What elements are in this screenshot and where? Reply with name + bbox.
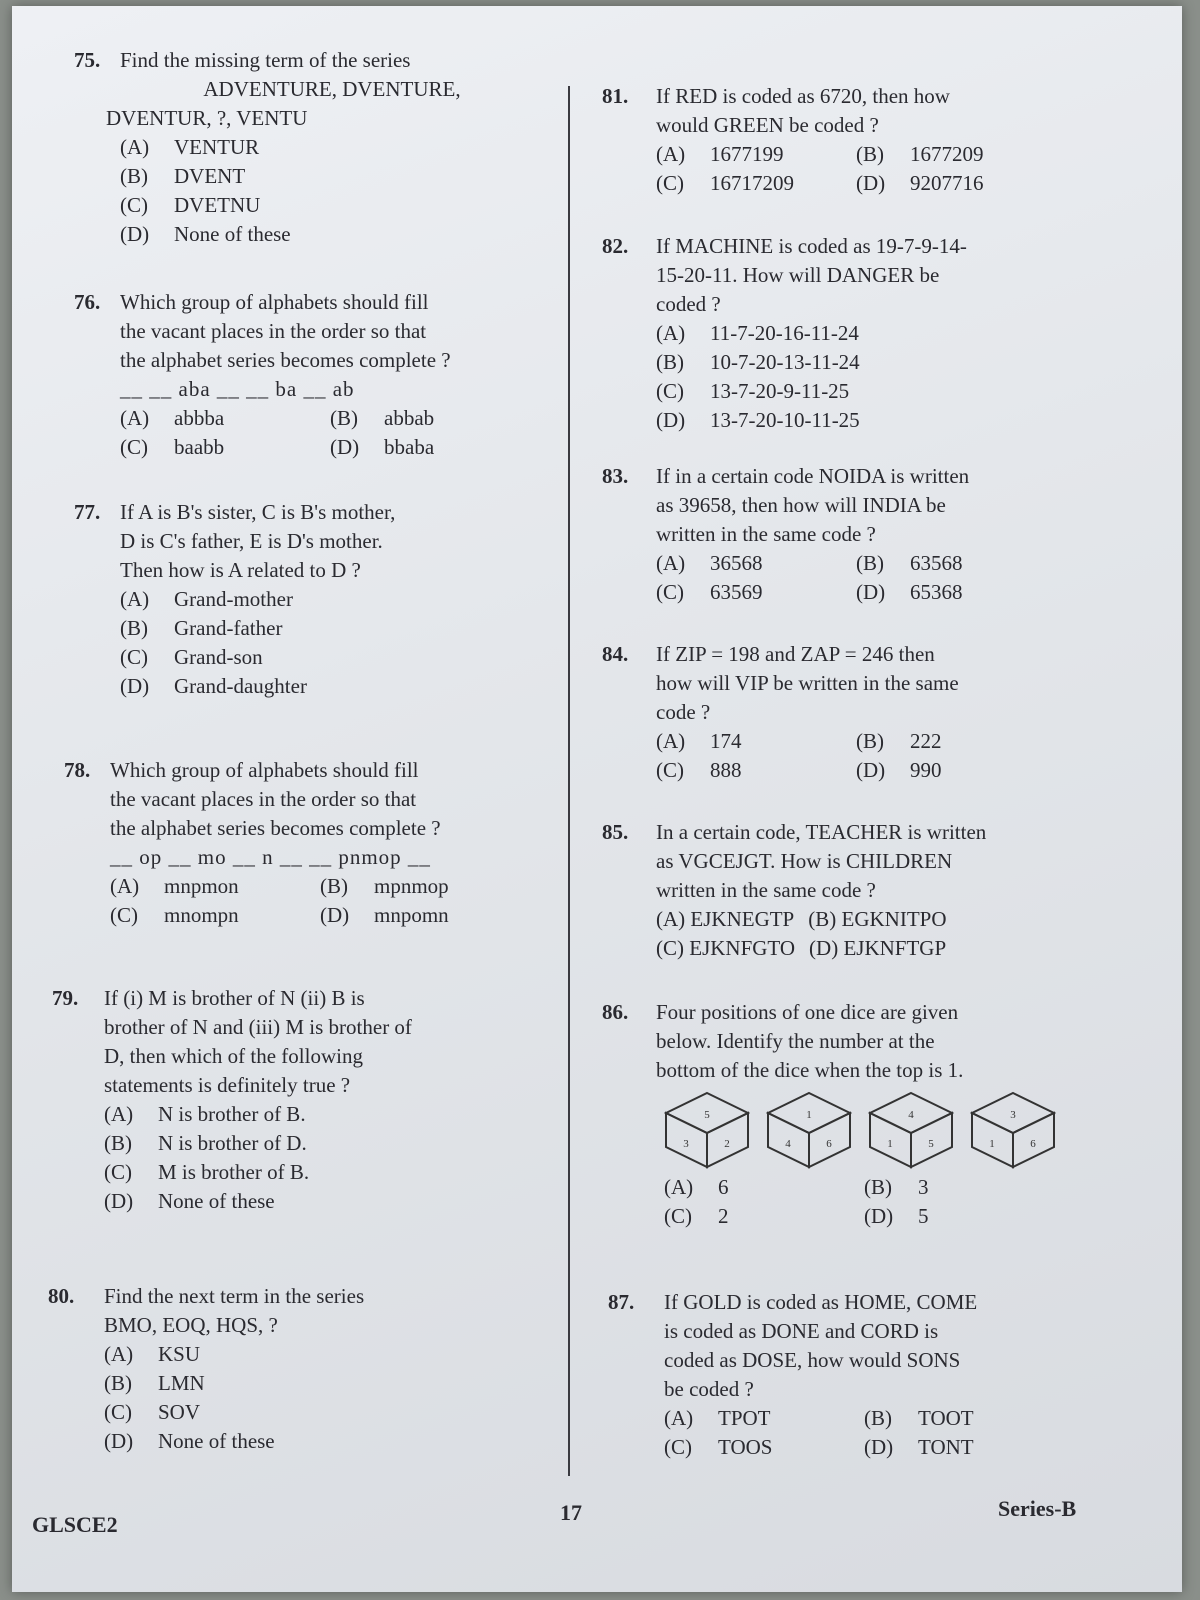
question-text-line: Which group of alphabets should fill: [120, 290, 429, 314]
question-83: [602, 462, 1162, 607]
question-text-line: would GREEN be coded ?: [656, 113, 879, 137]
question-text-line: brother of N and (iii) M is brother of: [104, 1015, 412, 1039]
question-text-line: BMO, EOQ, HQS, ?: [104, 1313, 278, 1337]
question-81: [602, 82, 1162, 198]
option-a[interactable]: (A) TPOT: [664, 1406, 771, 1430]
question-76: [74, 288, 544, 462]
option-b[interactable]: (B) TOOT: [864, 1406, 974, 1430]
option-d[interactable]: (D) bbaba: [330, 435, 435, 459]
question-text-line: If GOLD is coded as HOME, COME: [664, 1290, 978, 1314]
column-divider: [568, 86, 570, 1476]
option-a[interactable]: (A) VENTUR: [120, 135, 260, 159]
question-text-line: Four positions of one dice are given: [656, 1000, 959, 1024]
question-number: 80.: [48, 1284, 75, 1308]
question-80: [48, 1282, 548, 1456]
option-b[interactable]: (B) 1677209: [856, 142, 984, 166]
dice-position-3: [868, 1091, 954, 1169]
option-a[interactable]: (A) N is brother of B.: [104, 1102, 306, 1126]
question-number: 84.: [602, 642, 629, 666]
question-series-continuation: DVENTUR, ?, VENTU: [106, 106, 308, 130]
question-77: [74, 498, 544, 701]
option-d[interactable]: (D) Grand-daughter: [120, 674, 307, 698]
question-text-line: the vacant places in the order so that: [120, 319, 427, 343]
option-b[interactable]: (B) N is brother of D.: [104, 1131, 307, 1155]
question-number: 83.: [602, 464, 629, 488]
option-d[interactable]: (D) None of these: [104, 1429, 275, 1453]
option-a[interactable]: (A) abbba: [120, 406, 225, 430]
option-b[interactable]: (B) EGKNITPO: [808, 907, 947, 931]
option-a[interactable]: (A) 11-7-20-16-11-24: [656, 321, 859, 345]
question-number: 82.: [602, 234, 629, 258]
option-b[interactable]: (B) 222: [856, 729, 942, 753]
option-c[interactable]: (C) 16717209: [656, 171, 794, 195]
question-text-line: as 39658, then how will INDIA be: [656, 493, 946, 517]
question-number: 87.: [608, 1290, 635, 1314]
question-text-line: written in the same code ?: [656, 878, 876, 902]
dice-position-2: [766, 1091, 852, 1169]
question-78: [64, 756, 544, 930]
option-c[interactable]: (C) 63569: [656, 580, 763, 604]
option-c[interactable]: (C) 13-7-20-9-11-25: [656, 379, 850, 403]
dice-position-1: [664, 1091, 750, 1169]
option-b[interactable]: (B) 3: [864, 1175, 929, 1199]
dice-left-face: 4: [785, 1138, 791, 1150]
question-text-line: 15-20-11. How will DANGER be: [656, 263, 940, 287]
question-85: [602, 818, 1172, 963]
question-text-line: coded as DOSE, how would SONS: [664, 1348, 961, 1372]
dice-left-face: 1: [989, 1138, 995, 1150]
question-number: 75.: [74, 48, 101, 72]
option-b[interactable]: (B) DVENT: [120, 164, 246, 188]
question-87: [608, 1288, 1178, 1462]
question-text-line: code ?: [656, 700, 711, 724]
option-d[interactable]: (D) 65368: [856, 580, 963, 604]
question-series-line: __ __ aba __ __ ba __ ab: [120, 377, 355, 401]
option-a[interactable]: (A) mnpmon: [110, 874, 239, 898]
dice-top-face: 5: [704, 1109, 710, 1121]
option-b[interactable]: (B) mpnmop: [320, 874, 449, 898]
option-a[interactable]: (A) 36568: [656, 551, 763, 575]
footer-series: Series-B: [998, 1496, 1077, 1521]
question-text-line: how will VIP be written in the same: [656, 671, 959, 695]
question-number: 86.: [602, 1000, 629, 1024]
option-a[interactable]: (A) EJKNEGTP: [656, 907, 795, 931]
option-d[interactable]: (D) None of these: [120, 222, 291, 246]
question-number: 85.: [602, 820, 629, 844]
option-c[interactable]: (C) TOOS: [664, 1435, 773, 1459]
question-text-line: coded ?: [656, 292, 721, 316]
question-text-line: Find the next term in the series: [104, 1284, 365, 1308]
option-a[interactable]: (A) Grand-mother: [120, 587, 293, 611]
option-c[interactable]: (C) 2: [664, 1204, 729, 1228]
question-text-line: the alphabet series becomes complete ?: [120, 348, 451, 372]
option-a[interactable]: (A) 1677199: [656, 142, 784, 166]
question-text-line: written in the same code ?: [656, 522, 876, 546]
exam-page: [12, 6, 1182, 1592]
question-text-line: If ZIP = 198 and ZAP = 246 then: [656, 642, 935, 666]
option-b[interactable]: (B) abbab: [330, 406, 435, 430]
option-d[interactable]: (D) 990: [856, 758, 942, 782]
question-number: 79.: [52, 986, 79, 1010]
option-a[interactable]: (A) KSU: [104, 1342, 201, 1366]
question-text-line: below. Identify the number at the: [656, 1029, 935, 1053]
option-c[interactable]: (C) SOV: [104, 1400, 201, 1424]
option-c[interactable]: (C) DVETNU: [120, 193, 261, 217]
option-c[interactable]: (C) Grand-son: [120, 645, 263, 669]
question-text-line: If RED is coded as 6720, then how: [656, 84, 950, 108]
dice-right-face: 2: [724, 1138, 730, 1150]
option-b[interactable]: (B) LMN: [104, 1371, 205, 1395]
question-79: [52, 984, 547, 1216]
question-text-line: bottom of the dice when the top is 1.: [656, 1058, 964, 1082]
option-d[interactable]: (D) TONT: [864, 1435, 974, 1459]
option-c[interactable]: (C) 888: [656, 758, 742, 782]
question-84: [602, 640, 1162, 785]
option-b[interactable]: (B) 63568: [856, 551, 963, 575]
option-a[interactable]: (A) 174: [656, 729, 742, 753]
option-d[interactable]: (D) 9207716: [856, 171, 984, 195]
question-text-line: is coded as DONE and CORD is: [664, 1319, 939, 1343]
question-86: [602, 998, 1172, 1231]
option-c[interactable]: (C) mnompn: [110, 903, 239, 927]
dice-right-face: 6: [1030, 1138, 1036, 1150]
dice-position-4: [970, 1091, 1056, 1169]
question-75: [74, 46, 544, 249]
option-b[interactable]: (B) 10-7-20-13-11-24: [656, 350, 860, 374]
question-text-line: Then how is A related to D ?: [120, 558, 361, 582]
question-series-line: __ op __ mo __ n __ __ pnmop __: [110, 845, 431, 869]
question-text-line: the vacant places in the order so that: [110, 787, 417, 811]
question-number: 76.: [74, 290, 101, 314]
dice-top-face: 3: [1010, 1109, 1016, 1121]
option-d[interactable]: (D) None of these: [104, 1189, 275, 1213]
question-text-line: D is C's father, E is D's mother.: [120, 529, 383, 553]
question-text-line: D, then which of the following: [104, 1044, 363, 1068]
dice-figures: [664, 1091, 1172, 1169]
option-c[interactable]: (C) M is brother of B.: [104, 1160, 310, 1184]
dice-top-face: 4: [908, 1109, 914, 1121]
dice-left-face: 3: [683, 1138, 689, 1150]
dice-top-face: 1: [806, 1109, 812, 1121]
option-d[interactable]: (D) mnpomn: [320, 903, 449, 927]
option-a[interactable]: (A) 6: [664, 1175, 729, 1199]
question-text-line: In a certain code, TEACHER is written: [656, 820, 987, 844]
question-number: 77.: [74, 500, 101, 524]
footer-page-number: 17: [560, 1500, 582, 1525]
dice-right-face: 5: [928, 1138, 934, 1150]
option-c[interactable]: (C) baabb: [120, 435, 225, 459]
dice-right-face: 6: [826, 1138, 832, 1150]
question-text-line: be coded ?: [664, 1377, 754, 1401]
question-text-line: If MACHINE is coded as 19-7-9-14-: [656, 234, 967, 258]
question-number: 78.: [64, 758, 91, 782]
question-text-line: Which group of alphabets should fill: [110, 758, 419, 782]
question-text-line: If A is B's sister, C is B's mother,: [120, 500, 396, 524]
question-text-line: If (i) M is brother of N (ii) B is: [104, 986, 365, 1010]
question-series-line: ADVENTURE, DVENTURE,: [203, 77, 461, 101]
question-text-line: Find the missing term of the series: [120, 48, 411, 72]
question-number: 81.: [602, 84, 629, 108]
option-c[interactable]: (C) EJKNFGTO: [656, 936, 796, 960]
option-b[interactable]: (B) Grand-father: [120, 616, 283, 640]
question-text-line: statements is definitely true ?: [104, 1073, 351, 1097]
question-text-line: the alphabet series becomes complete ?: [110, 816, 441, 840]
option-d[interactable]: (D) EJKNFTGP: [809, 936, 947, 960]
footer-paper-code: GLSCE2: [32, 1512, 118, 1537]
question-text-line: as VGCEJGT. How is CHILDREN: [656, 849, 953, 873]
dice-left-face: 1: [887, 1138, 893, 1150]
option-d[interactable]: (D) 5: [864, 1204, 929, 1228]
question-82: [602, 232, 1162, 435]
question-text-line: If in a certain code NOIDA is written: [656, 464, 970, 488]
option-d[interactable]: (D) 13-7-20-10-11-25: [656, 408, 860, 432]
